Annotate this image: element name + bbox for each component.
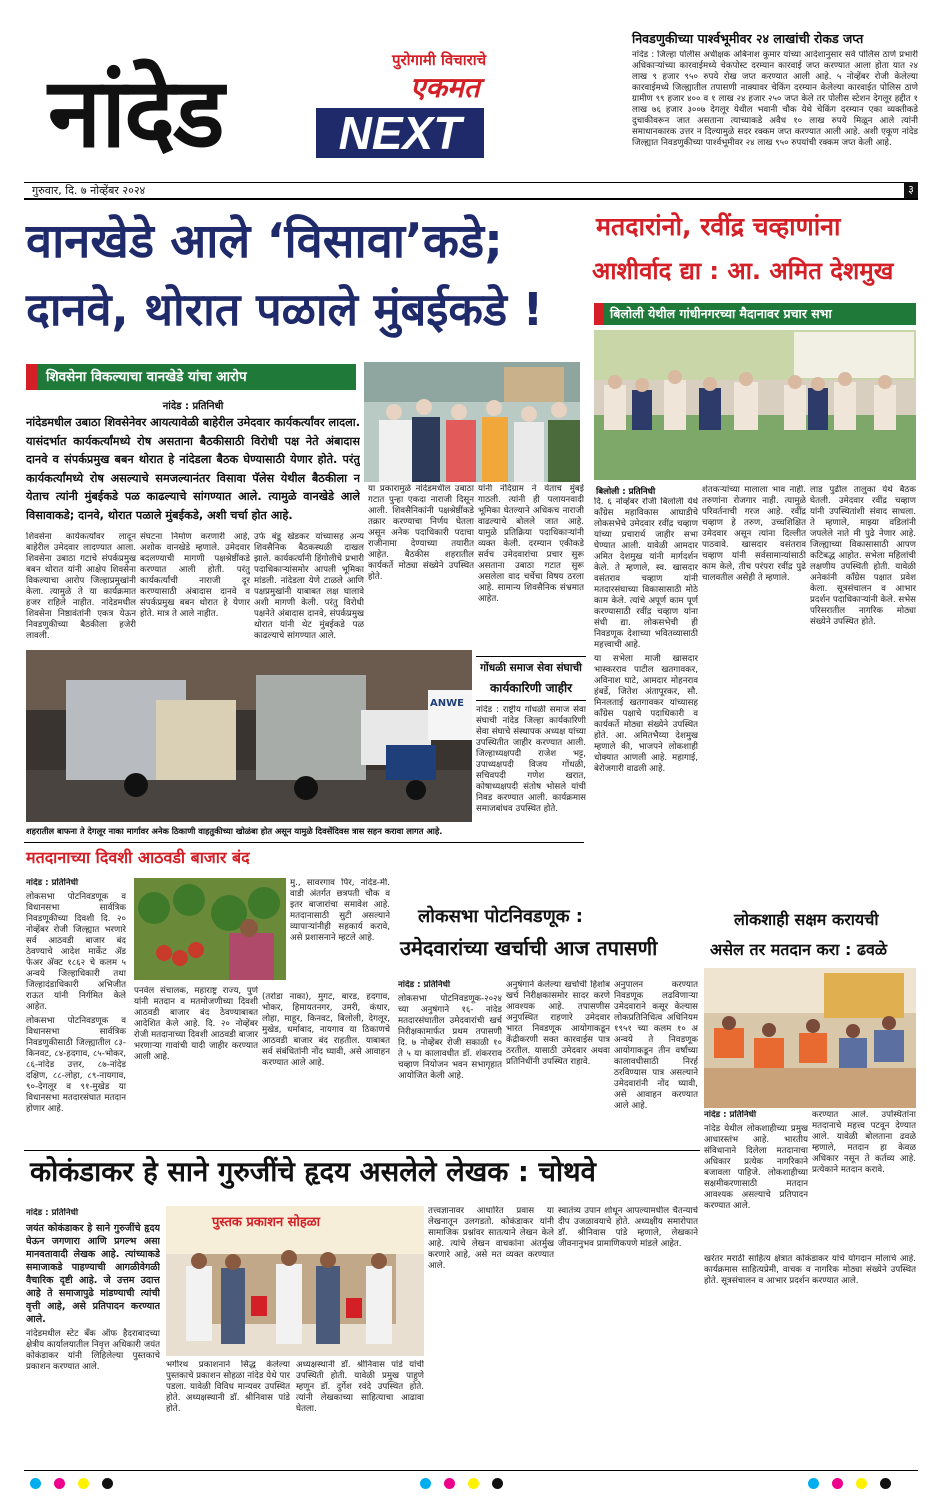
right-headline-1: मतदारांनो, रवींद्र चव्हाणांना [596,212,841,241]
lok-body-3: अनुपालन करण्यात निवडणूक लढविणाऱ्या उमेदवाराने कसूर केल्यास लोकप्रतिनिधित्व अधिनियम १९५१ च्या कलम १० अ अन्वये ते निवडणूक आयोगाकडून तीन वर्षांच्या कालावधीसाठी निरर्ह ठरविण्यास पात्र असल्याने उमेदवारांनी नोंद घ्यावी, असे आवाहन करण्यात आले आहे. [614,980,698,1111]
democracy-dateline: नांदेड : प्रतिनिधी [704,1110,757,1120]
market-body-3: पनवेल संचालक, महाराष्ट्र राज्य, पुणे यांनी मतदान व मतमोजणीच्या दिवशी आठवडी बाजार बंद ठेवण्याबाबत आदेशित केले आहे. दि. २० नोव्हेंबर रोजी मतदानाच्या दिवशी आठवडी बाजार भरणाऱ्या गावांची यादी जाहीर करण्यात आली आहे. [134,986,258,1062]
top-story-body: नांदेड : जिल्हा पोलीस अधीक्षक अबिनाश कुमार यांच्या आदेशानुसार सर्व पोलिस ठाणे प्रभारी अधिकाऱ्यांच्या कारवाईमध्ये चेकपोस्ट दरम्यान कारवाई जप्त करण्यात आला होता यात २४ लाख ९ हजार ९५० रुपये रोख जप्त करण्यात आली आहे. ५ नोव्हेंबर रोजी केलेल्या कारवाईमध्ये जिल्ह्यातील तपासणी नाक्यावर चेकिंग दरम्यान केलेल्या कारवाईत पोलिस ठाणे ग्रामीण ९९ हजार ४०० व १ लाख २४ हजार २५० जप्त केले तर पोलीस स्टेशन देगलूर हद्दीत १ लाख ७६ हजार ३००७ देगलूर येथील भवानी चौक येथे चेकिंग दरम्यान एका व्यक्तीकडे दुचाकीवरून जात असताना त्याच्याकडे अवैध १० लाख रुपये मिळून आले त्यांनी समाधानकारक उत्तर न दिल्यामुळे सदर रक्कम जप्त करण्यात आली आहे. अशी एकूण नांदेड जिल्ह्यात निवडणुकीच्या पार्श्वभूमीवर २४ लाख ९५० रुपयांची रक्कम जप्त केली आहे. [632,50,918,148]
right-col-2 [702,485,806,877]
chothve-col-6 [704,1254,916,1468]
right-kicker-text: बिलोली येथील गांधीनगरच्या मैदानावर प्रचार सभा [610,306,832,321]
book-launch-banner: पुस्तक प्रकाशन सोहळा [212,1215,320,1230]
lead-headline-1: वानखेडे आले ‘विसावा’कडे; [26,214,503,269]
chothve-dateline: नांदेड : प्रतिनिधी [26,1208,79,1218]
democracy-headline-2: असेल तर मतदान करा : ढवळे [710,940,888,959]
chothve-body-6: खरंतर मराठी साहित्य क्षेत्रात कोकंडाकर यांचे योगदान मोलाचे आहे. कार्यक्रमास साहित्यप्रेमी, वाचक व नागरिक मोठ्या संख्येने उपस्थित होते. सूत्रसंचालन व आभार प्रदर्शन करण्यात आले. [704,1254,916,1286]
lok-dateline: नांदेड : प्रतिनिधी [398,980,451,990]
gondhali-box [476,656,586,847]
lead-dateline: नांदेड : प्रतिनिधी [162,401,224,412]
market-headline: मतदानाच्या दिवशी आठवडी बाजार बंद [26,848,250,867]
masthead-next: NEXT [316,108,484,158]
lok-headline-2: उमेदवारांच्या खर्चाची आज तपासणी [400,936,658,960]
right-dateline: बिलोली : प्रतिनिधी [596,487,656,497]
lead-col-1 [26,532,136,644]
market-body-1: लोकसभा पोटनिवडणूक व विधानसभा सार्वत्रिक निवडणूकीच्या दिवशी दि. २० नोव्हेंबर रोजी जिल्ह्यात भरणारे सर्व आठवडी बाजार बंद ठेवण्याचे आदेश मार्केट ॲड फेअर ॲक्ट १८६२ चे कलम ५ अन्वये जिल्हाधिकारी तथा जिल्हादंडाधिकारी अभिजीत राऊत यांनी निर्गमित केले आहेत. [26,892,126,1012]
right-col-1 [594,497,698,877]
lead-col-3 [254,532,364,644]
gondhali-body: नांदेड : राष्ट्रीय गोंधळी समाज सेवा संघाची नांदेड जिल्हा कार्यकारिणी सेवा संघाचे संस्थापक अध्यक्ष यांच्या उपस्थितीत जाहीर करण्यात आली. जिल्हाध्यक्षपदी राजेश भट्ट, उपाध्यक्षपदी विजय गोंधळी, सचिवपदी गणेश खरात, कोषाध्यक्षपदी संतोष भोसले यांची निवड करण्यात आली. कार्यक्रमास समाजबांधव उपस्थित होते. [476,705,586,814]
lead-col-5 [478,484,584,654]
gondhali-headline-1: गोंधळी समाज सेवा संघाची [480,662,582,674]
traffic-photo [26,650,472,822]
chothve-body-5: स्वातंत्र्य उपान शोधून आपल्यामधील चैतन्याचे दीप उजळावयाचे होते. अध्यक्षीय समारोपात डॉ. श्रीनिवास पांडे म्हणाले, लेखकाने जीवनानुभव प्रामाणिकपणे मांडले आहेत. [558,1206,698,1249]
masthead-title: नांदेड [48,57,223,169]
democracy-col-2 [812,1110,916,1250]
right-kicker [594,303,916,325]
democracy-body-2: करण्यात आले. उपस्थितांना मतदानाचे महत्त्व पटवून देण्यात आले. यावेळी बोलताना ढवळे म्हणाले, मतदान हा केवळ अधिकार नसून ते कर्तव्य आहे. प्रत्येकाने मतदान करावे. [812,1110,916,1175]
right-headline-2: आशीर्वाद द्या : आ. अमित देशमुख [592,257,894,285]
lead-intro-box [26,398,360,528]
lead-body-5: यांनी नंदिग्राम ने येताच मुंबई गाठली. त्यांनी ही पलायनवादी भूमिका घेतल्याने अधिकच नाराजी वाढल्याचे बोलले जात आहे. यामुळे प्रतिक्रिया पदाधिकाऱ्यांनी व्यक्त केली. दरम्यान एकीकडे सर्वच उमेदवारांचा प्रचार सुरू असताना उबाठा गटात सुरू असलेला वाद चर्चेचा विषय ठरला आहे. सामान्य शिवसैनिक संभ्रमात आहेत. [478,484,584,604]
lok-body-1: लोकसभा पोटनिवडणूक-२०२४ च्या अनुषंगाने १६- नांदेड मतदारसंघातील उमेदवारांची खर्च निरीक्षकामार्फत प्रथम तपासणी दि. ७ नोव्हेंबर रोजी सकाळी १० ते ५ या कालावधीत डॉ. शंकरराव चव्हाण नियोजन भवन सभागृहात आयोजित केली आहे. [398,994,502,1081]
book-launch-photo [166,1206,424,1356]
lead-body-2: संघटना निर्माण करणारी आहे, अशोक वानखेडे म्हणाले. उमेदवार बदलण्याची मागणी पक्षश्रेष्ठींकडे करण्यात आली होती. परंतु कार्यकर्त्यांची नाराजी दूर करण्यासाठी अंबादास दानवे व संपर्कप्रमुख बबन थोरात हे येणार होते. मात्र ते आले नाहीत. [140,532,250,619]
lead-kicker-text: शिवसेना विकल्याचा वानखेडे यांचा आरोप [46,369,247,385]
registration-marks-right [808,1478,918,1492]
market-body-2: लोकसभा पोटनिवडणूक व विधानसभा सार्वत्रिक निवडणुकीसाठी जिल्ह्यातील ८३-किनवट, ८४-हदगाव, ८५-भोकर, ८६-नांदेड उत्तर, ८७-नांदेड दक्षिण, ८८-लोहा, ८९-नायगाव, ९०-देगलूर व ९१-मुखेड या विधानसभा मतदारसंघात मतदान होणार आहे. [26,1016,126,1114]
chothve-col-3 [296,1360,424,1470]
right-body-3: शेतकऱ्यांच्या मालाला भाव नाही. तरुणांना रोजगार नाही. त्यामुळे परिवर्तनाची गरज आहे. रवींद्र चव्हाण हे तरुण, उच्चशिक्षित उमेदवार असून त्यांना दिल्लीत पाठवावे. खासदार वसंतराव चव्हाण यांनी सर्वसामान्यांसाठी काम केले, तीच परंपरा रवींद्र पुढे चालवतील असेही ते म्हणाले. [702,485,806,583]
lead-body-3: उर्फ बंडू खेडकर यांच्यासह अन्य शिवसैनिक बैठकस्थळी दाखल झाले. कार्यकर्त्यांनी हिंगोलीचे प्रभारी पदाधिकाऱ्यांसमोर आपली भूमिका मांडली. नांदेडला येणे टाळले आणि पक्षप्रमुखांनी याबाबत लक्ष घालावे अशी मागणी केली. परंतु विरोधी पक्षनेते अंबादास दानवे, संपर्कप्रमुख थोरात यांनी थेट मुंबईकडे पळ काढल्याचे सांगण्यात आले. [254,532,364,641]
masthead-tagline: पुरोगामी विचाराचे [392,51,487,69]
lead-col-4 [368,484,474,644]
democracy-body-1: नांदेड येथील लोकशाहीच्या प्रमुख आधारस्तंभ आहे. भारतीय संविधानाने दिलेला मतदानाचा अधिकार प्रत्येक नागरिकाने बजावला पाहिजे. लोकशाहीच्या सक्षमीकरणासाठी मतदान आवश्यक असल्याचे प्रतिपादन करण्यात आले. [704,1124,808,1211]
top-story-headline: निवडणुकीच्या पार्श्वभूमीवर २४ लाखांची रोकड जप्त [632,31,864,46]
top-story [632,30,918,182]
chothve-intro: जयंत कोकंडाकर हे साने गुरुजींचे हृदय घेऊन जगणारा आणि प्रगल्भ असा मानवतावादी लेखक आहे. त्यांच्याकडे समाजाकडे पाहण्याची आगळीवेगळी वैचारिक दृष्टी आहे. जे उत्तम उदात्त आहे ते समाजापुढे मांडण्याची त्यांची वृत्ती आहे, असे प्रतिपादन करण्यात आले. [26,1223,160,1325]
right-body-1: दि. ६ नोव्हेंबर रोजी बिलोली येथे काँग्रेस महाविकास आघाडीचे लोकसभेचे उमेदवार रवींद्र चव्हाण यांच्या प्रचारार्थ जाहीर सभा घेण्यात आली. यावेळी आमदार अमित देशमुख यांनी मार्गदर्शन केले. ते म्हणाले, स्व. खासदार वसंतराव चव्हाण यांनी मतदारसंघाच्या विकासासाठी मोठे काम केले. त्यांचे अपूर्ण काम पूर्ण करण्यासाठी रवींद्र चव्हाण यांना संधी द्या. लोकसभेची ही निवडणूक देशाच्या भवितव्यासाठी महत्त्वाची आहे. [594,497,698,650]
democracy-headline-1: लोकशाही सक्षम करायची [734,910,879,929]
rally-photo [364,362,580,482]
stage-photo [594,330,916,480]
chothve-body-2: भगीरथ प्रकाशनाने सिद्ध केलेल्या पुस्तकाचे प्रकाशन सोहळा नांदेड येथे पार पडला. यावेळी विविध मान्यवर उपस्थित होते. अध्यक्षस्थानी डॉ. श्रीनिवास पांडे होते. [166,1360,290,1414]
lead-kicker [26,364,356,390]
right-col-3 [810,485,916,877]
market-body-4: (तरोडा नाका), मुगट, बारड, हदगाव, भोकर, हिमायतनगर, उमरी, कंधार, लोहा, माहूर, किनवट, बिलोली, देगलूर, मुखेड, धर्माबाद, नायगाव या ठिकाणचे आठवडी बाजार बंद राहतील. याबाबत सर्व संबंधितांनी नोंद घ्यावी, असे आवाहन करण्यात आले आहे. [262,992,390,1068]
lok-headline-1: लोकसभा पोटनिवडणूक : [418,906,583,927]
issue-date: गुरुवार, दि. ७ नोव्हेंबर २०२४ [32,184,146,197]
lead-body-1: शिवसेना कार्यकर्त्यांवर लादून बाहेरील उमेदवार लादण्यात आला. शिवसेना उबाठा गटाचे संपर्कप्रमुख बबन थोरात यांनी आक्षेप शिवसेना विकल्याचा आरोप जिल्हाप्रमुखांनी केला. त्यामुळे ते या कार्यक्रमात हजर राहिले नाहीत. नांदेडमधील शिवसेना निष्ठावंतांनी एकत्र येऊन निवडणुकीच्या बैठकीला हजेरी लावली. [26,532,136,641]
masthead-brand: एकमत [410,71,480,104]
lok-body-2: अनुषंगाने केलेल्या खर्चाची हिशोब खर्च निरीक्षकासमोर सादर करणे आवश्यक आहे. तपासणीस अनुपस्थित राहणारे उमेदवार भारत निवडणूक आयोगाकडून केंद्रीकरणी सक्त कारवाईस पात्र ठरतील. यासाठी उमेदवार अथवा प्रतिनिधींनी उपस्थित राहावे. [506,980,610,1067]
registration-marks-left [30,1478,170,1492]
right-body-4: लाड पुढील तालुका येथे बैठक घेतली. उमेदवार रवींद्र चव्हाण यांनी उपस्थितांशी संवाद साधला. ते म्हणाले, माझ्या वडिलांनी जपलेले नाते मी पुढे नेणार आहे. जिल्ह्याच्या विकासासाठी आपण कटिबद्ध आहोत. सभेला महिलांची लक्षणीय उपस्थिती होती. यावेळी अनेकांनी काँग्रेस पक्षात प्रवेश केला. सूत्रसंचालन व आभार प्रदर्शन पदाधिकाऱ्यांनी केले. सभेस परिसरातील नागरिक मोठ्या संख्येने उपस्थित होते. [810,485,916,627]
meeting-photo [704,968,916,1108]
chothve-body-4: तत्त्वज्ञानावर आधारित प्रवास या लेखनातून उलगडतो. कोकंडाकर यांनी सामाजिक प्रश्नांवर सातत्याने लेखन केले आहे. त्यांचे लेखन वाचकांना अंतर्मुख करणारे आहे, असे मत व्यक्त करण्यात आले. [428,1206,554,1271]
market-dateline: नांदेड : प्रतिनिधी [26,878,79,888]
lead-intro: नांदेडमधील उबाठा शिवसेनेवर आयत्यावेळी बाहेरील उमेदवार कार्यकर्त्यांवर लादला. यासंदर्भात कार्यकर्त्यांमध्ये रोष असताना बैठकीसाठी विरोधी पक्ष नेते अंबादास दानवे व संपर्कप्रमुख बबन थोरात हे नांदेडला बैठक घेण्यासाठी येणार होते. परंतु कार्यकर्त्यांमध्ये रोष असल्याचे समजल्यानंतर विसावा पॅलेस येथील बैठकीला न येताच त्यांनी मुंबईकडे पळ काढल्याचे सांगण्यात आले. त्यामुळे वानखेडे आले विसावाकडे; दानवे, थोरात पळाले मुंबईकडे, अशी चर्चा होत आहे. [26,416,360,522]
traffic-photo-caption: शहरातील बाफना ते देगलूर नाका मार्गावर अनेक ठिकाणी वाहतुकीच्या खोळंबा होत असून यामुळे दिवसेंदिवस त्रास सहन करावा लागत आहे. [26,826,443,836]
chothve-body-3: अध्यक्षस्थानी डॉ. श्रीनिवास पांडे यांची उपस्थिती होती. यावेळी प्रमुख पाहुणे म्हणून डॉ. दुर्गेश रवंदे उपस्थित होते. त्यांनी लेखकाच्या साहित्याचा आढावा घेतला. [296,1360,424,1414]
market-body-5: मु., सावरगाव पिर, नांदेड-मी. वाडी अंतर्गत छत्रपती चौक व इतर बाजारांचा समावेश आहे. मतदानासाठी सुटी असल्याने व्यापाऱ्यांनीही सहकार्य करावे, असे प्रशासनाने म्हटले आहे. [290,878,390,943]
page-number: ३ [904,182,918,198]
lead-headline-2: दानवे, थोरात पळाले मुंबईकडे ! [26,283,544,336]
right-body-2: या सभेला माजी खासदार भास्करराव पाटील खतगावकर, अविनाश घाटे, आमदार मोहनराव हंबर्डे, जितेश अंतापूरकर, सौ. मिनलताई खतगावकर यांच्यासह काँग्रेस पक्षाचे पदाधिकारी व कार्यकर्ते मोठ्या संख्येने उपस्थित होते. आ. अमितभैय्या देशमुख म्हणाले की, भाजपने लोकशाही धोक्यात आणली आहे. महागाई, बेरोजगारी वाढली आहे. [594,654,698,774]
gondhali-headline-2: कार्यकारिणी जाहीर [476,679,586,701]
shop-sign: ANWE [430,698,464,709]
vegetable-photo [134,878,286,980]
market-col-2 [290,878,390,988]
chothve-col-4 [428,1206,554,1468]
registration-marks-center [420,1478,530,1492]
lead-col-2 [140,532,250,644]
market-col-1 [26,878,126,1248]
lead-body-4: या प्रकारामुळे नांदेडमधील उबाठा गटात पुन्हा एकदा नाराजी दिसून आली. शिवसैनिकांनी पक्षश्रेष्ठींकडे तक्रार करण्याचा निर्णय घेतला असून अनेक पदाधिकारी पदाचा राजीनामा देण्याच्या तयारीत आहेत. बैठकीस शहरातील कार्यकर्ते मोठ्या संख्येने उपस्थित होते. [368,484,474,582]
chothve-col-5 [558,1206,698,1468]
democracy-col-1 [704,1110,808,1250]
chothve-col-2 [166,1360,290,1470]
chothve-col-1 [26,1208,160,1466]
chothve-headline: कोकंडाकर हे साने गुरुजींचे हृदय असलेले लेखक : चोथवे [30,1156,596,1188]
chothve-body-1: नांदेडमधील स्टेट बँक ऑफ हैदराबादच्या क्षेत्रीय कार्यालयातील निवृत्त अधिकारी जयंत कोकंडाकर यांनी लिहिलेल्या पुस्तकाचे प्रकाशन करण्यात आले. [26,1329,160,1372]
